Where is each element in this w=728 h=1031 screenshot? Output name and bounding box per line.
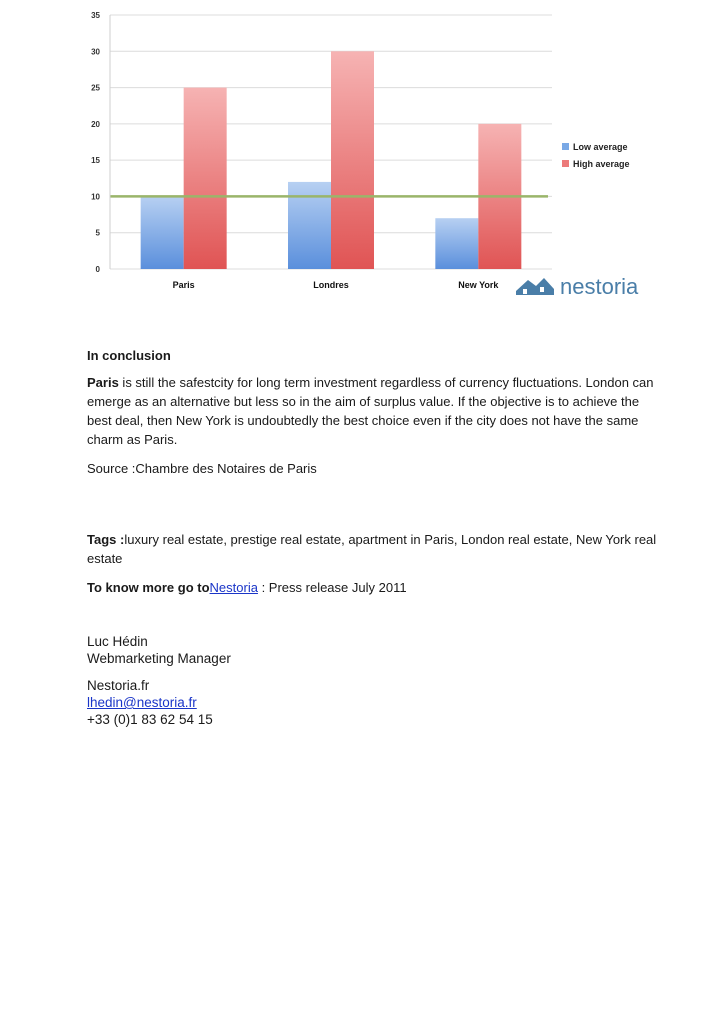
tags-label: Tags : xyxy=(87,532,125,547)
bar-low-average xyxy=(141,196,184,269)
signature-role: Webmarketing Manager xyxy=(87,651,231,666)
source-line: Source :Chambre des Notaires de Paris xyxy=(87,461,317,476)
y-tick-label: 5 xyxy=(95,228,100,238)
nestoria-house-icon xyxy=(516,278,554,295)
conclusion-heading: In conclusion xyxy=(87,348,171,363)
y-tick-label: 20 xyxy=(91,119,100,129)
x-category-label: Londres xyxy=(313,280,349,290)
nestoria-link[interactable]: Nestoria xyxy=(209,580,258,595)
y-tick-label: 25 xyxy=(91,83,100,93)
conclusion-body: is still the safestcity for long term investment regardless of currency fluctuations. London can emerge as an alternative but less so in the aim of surplus value. If the objective is to achieve the best deal, then New York is undoubtedly the best choice even if the city does not have the same charm as Paris. xyxy=(87,375,654,447)
bar-low-average xyxy=(435,218,478,269)
legend-label: Low average xyxy=(573,142,628,152)
y-tick-label: 0 xyxy=(95,265,100,274)
legend-swatch xyxy=(562,143,569,150)
signature-company: Nestoria.fr xyxy=(87,678,150,693)
chart-svg xyxy=(84,6,654,306)
bar-high-average xyxy=(184,88,227,269)
bar-high-average xyxy=(331,51,374,269)
more-suffix: : Press release July 2011 xyxy=(257,580,407,595)
y-tick-label: 10 xyxy=(91,192,100,202)
bar-chart xyxy=(84,6,654,306)
tags-text: luxury real estate, prestige real estate, apartment in Paris, London real estate, New York real estate xyxy=(87,532,657,566)
signature-email-link[interactable]: lhedin@nestoria.fr xyxy=(87,695,197,710)
logo-text: nestoria xyxy=(560,274,639,299)
signature-phone: +33 (0)1 83 62 54 15 xyxy=(87,712,213,727)
conclusion-section xyxy=(87,346,667,478)
y-tick-label: 15 xyxy=(91,156,100,166)
tags-paragraph xyxy=(87,530,667,568)
signature-name: Luc Hédin xyxy=(87,634,148,649)
bar-low-average xyxy=(288,182,331,269)
nestoria-logo xyxy=(516,274,639,299)
more-prefix: To know more go to xyxy=(87,580,210,595)
legend-swatch xyxy=(562,160,569,167)
conclusion-paragraph xyxy=(87,373,667,449)
conclusion-city: Paris xyxy=(87,375,119,390)
x-category-label: New York xyxy=(458,280,499,290)
y-tick-label: 35 xyxy=(91,11,100,20)
y-tick-label: 30 xyxy=(91,47,100,57)
x-category-label: Paris xyxy=(172,280,195,290)
legend-label: High average xyxy=(573,159,630,169)
more-info-line xyxy=(87,578,667,597)
tags-section xyxy=(87,530,667,597)
signature-block xyxy=(87,633,667,728)
